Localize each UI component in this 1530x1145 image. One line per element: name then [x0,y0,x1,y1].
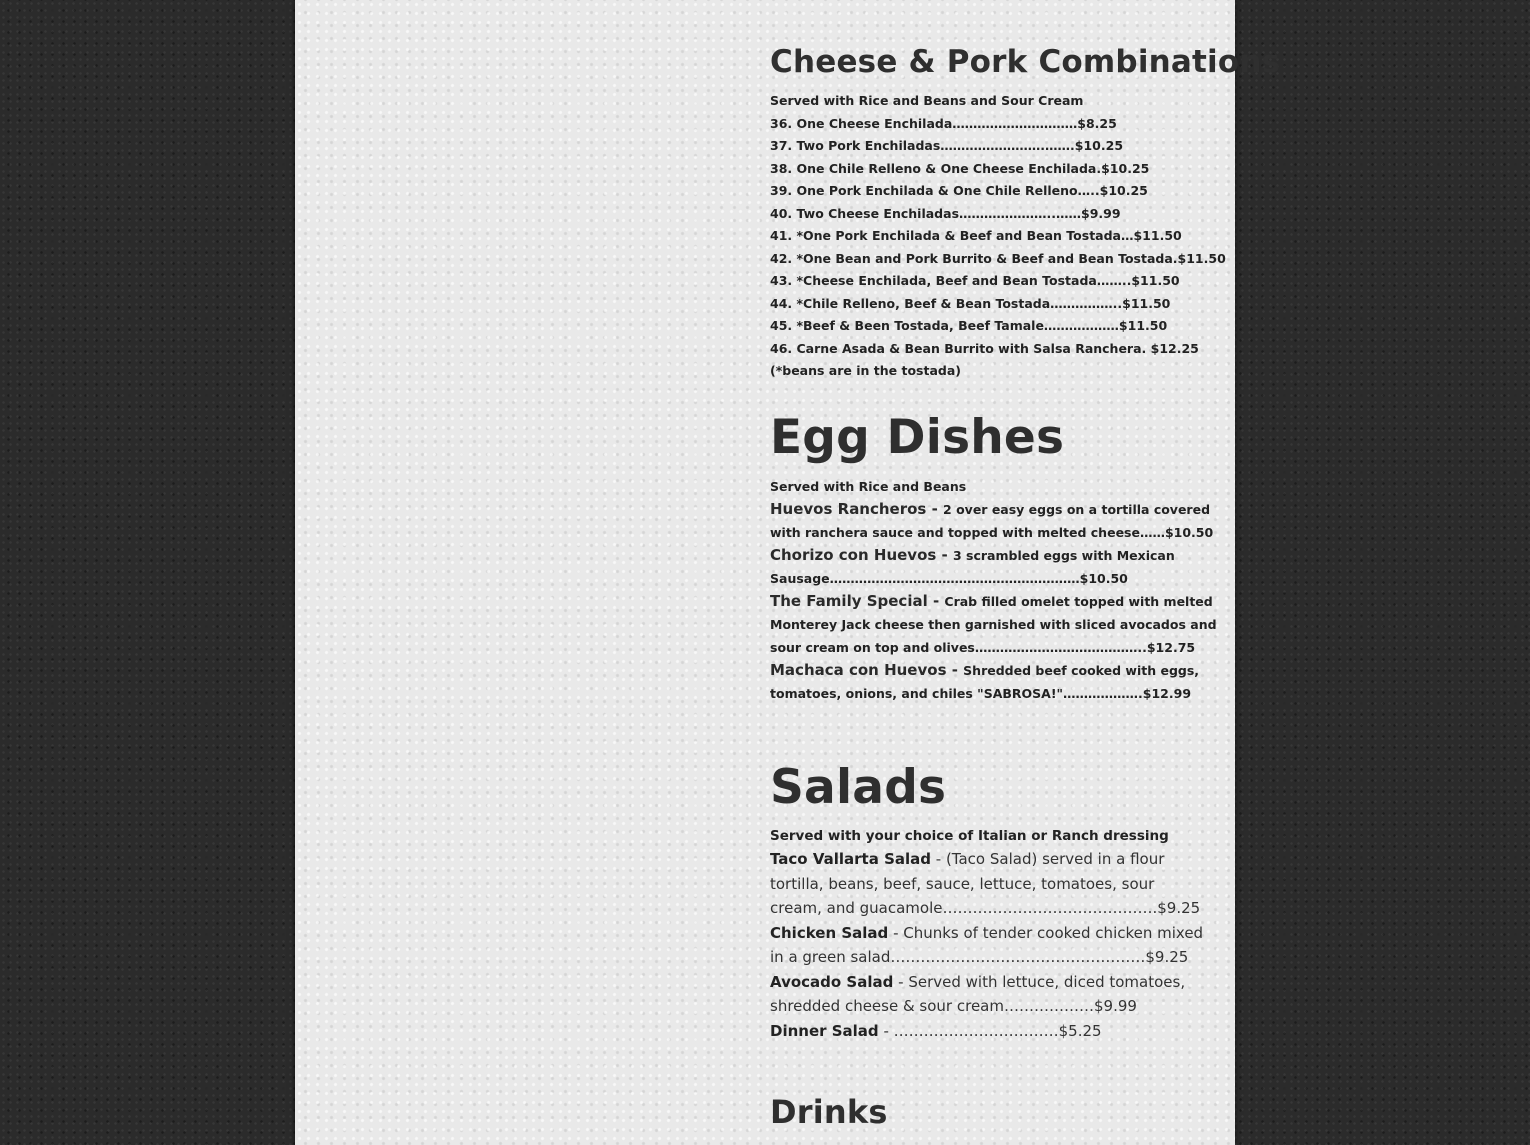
item-name: Avocado Salad [770,972,894,991]
menu-item-chicken-salad [770,921,1210,970]
menu-item-dinner-salad [770,1019,1210,1044]
list-item: 42. *One Bean and Pork Burrito & Beef and Bean Tostada.$11.50 [770,250,1226,266]
item-description: - Served with lettuce, diced tomatoes, shredded cheese & sour cream………………$9.99 [770,972,1186,1015]
egg-dishes-subtitle: Served with Rice and Beans [770,479,967,494]
item-name: Machaca con Huevos - [770,661,964,679]
list-item: 38. One Chile Relleno & One Cheese Enchilada.$10.25 [770,160,1150,176]
item-name: Chorizo con Huevos - [770,546,953,564]
list-item: 44. *Chile Relleno, Beef & Bean Tostada……………..$11.50 [770,295,1171,311]
list-item: 43. *Cheese Enchilada, Beef and Bean Tostada……..$11.50 [770,273,1180,288]
salads-list [770,825,1210,1043]
item-name: Taco Vallarta Salad [770,850,931,868]
egg-dishes-list [770,476,1220,705]
salads-subtitle: Served with your choice of Italian or Ranch dressing [770,828,1169,844]
cheese-pork-list [770,90,1226,383]
menu-item-machaca-con-huevos [770,659,1220,705]
list-item: 39. One Pork Enchilada & One Chile Relleno…..$10.25 [770,183,1148,198]
menu-page [295,0,1281,1145]
tostada-note: (*beans are in the tostada) [770,363,961,378]
list-item: 41. *One Pork Enchilada & Beef and Bean Tostada…$11.50 [770,228,1182,243]
menu-item-huevos-rancheros [770,498,1220,544]
menu-item-family-special [770,590,1220,659]
item-description: - (Taco Salad) served in a flour tortilla, beans, beef, sauce, lettuce, tomatoes, sour cream, and guacamole…………………………………….$9.25 [770,850,1201,917]
section-title-salads: Salads [770,760,947,815]
list-item: 40. Two Cheese Enchiladas…………………..……$9.99 [770,205,1121,221]
menu-item-chorizo-con-huevos [770,544,1220,590]
item-description: Shredded beef cooked with eggs, tomatoes, onions, and chiles "SABROSA!"……………….$12.99 [770,663,1200,701]
list-item: 36. One Cheese Enchilada…………………………$8.25 [770,115,1117,131]
section-title-cheese-pork: Cheese & Pork Combinations [770,44,1281,80]
list-item: 46. Carne Asada & Bean Burrito with Salsa Ranchera. $12.25 [770,340,1199,356]
item-description: - ……………………………$5.25 [878,1021,1102,1040]
item-name: Dinner Salad [770,1021,879,1040]
section-title-egg-dishes: Egg Dishes [770,410,1065,465]
item-description: Crab filled omelet topped with melted Monterey Jack cheese then garnished with sliced avocados and sour cream on top and olives…………………………………..$12.75 [770,594,1217,655]
item-description: 3 scrambled eggs with Mexican Sausage……………………………………………………$10.50 [770,548,1175,586]
menu-item-avocado-salad [770,970,1210,1019]
list-item: 37. Two Pork Enchiladas…………………….…….$10.25 [770,138,1124,153]
menu-item-taco-vallarta-salad [770,847,1210,921]
cheese-pork-subtitle: Served with Rice and Beans and Sour Cream [770,93,1084,108]
item-name: Huevos Rancheros - [770,500,944,518]
list-item: 45. *Beef & Been Tostada, Beef Tamale………………$11.50 [770,318,1168,333]
item-name: The Family Special - [770,592,945,610]
item-description: - Chunks of tender cooked chicken mixed in a green salad……………………………………………$9.25 [770,923,1204,966]
item-name: Chicken Salad [770,923,889,942]
item-description: 2 over easy eggs on a tortilla covered with ranchera sauce and topped with melted cheese……$10.50 [770,502,1214,540]
section-title-drinks: Drinks [770,1093,888,1131]
